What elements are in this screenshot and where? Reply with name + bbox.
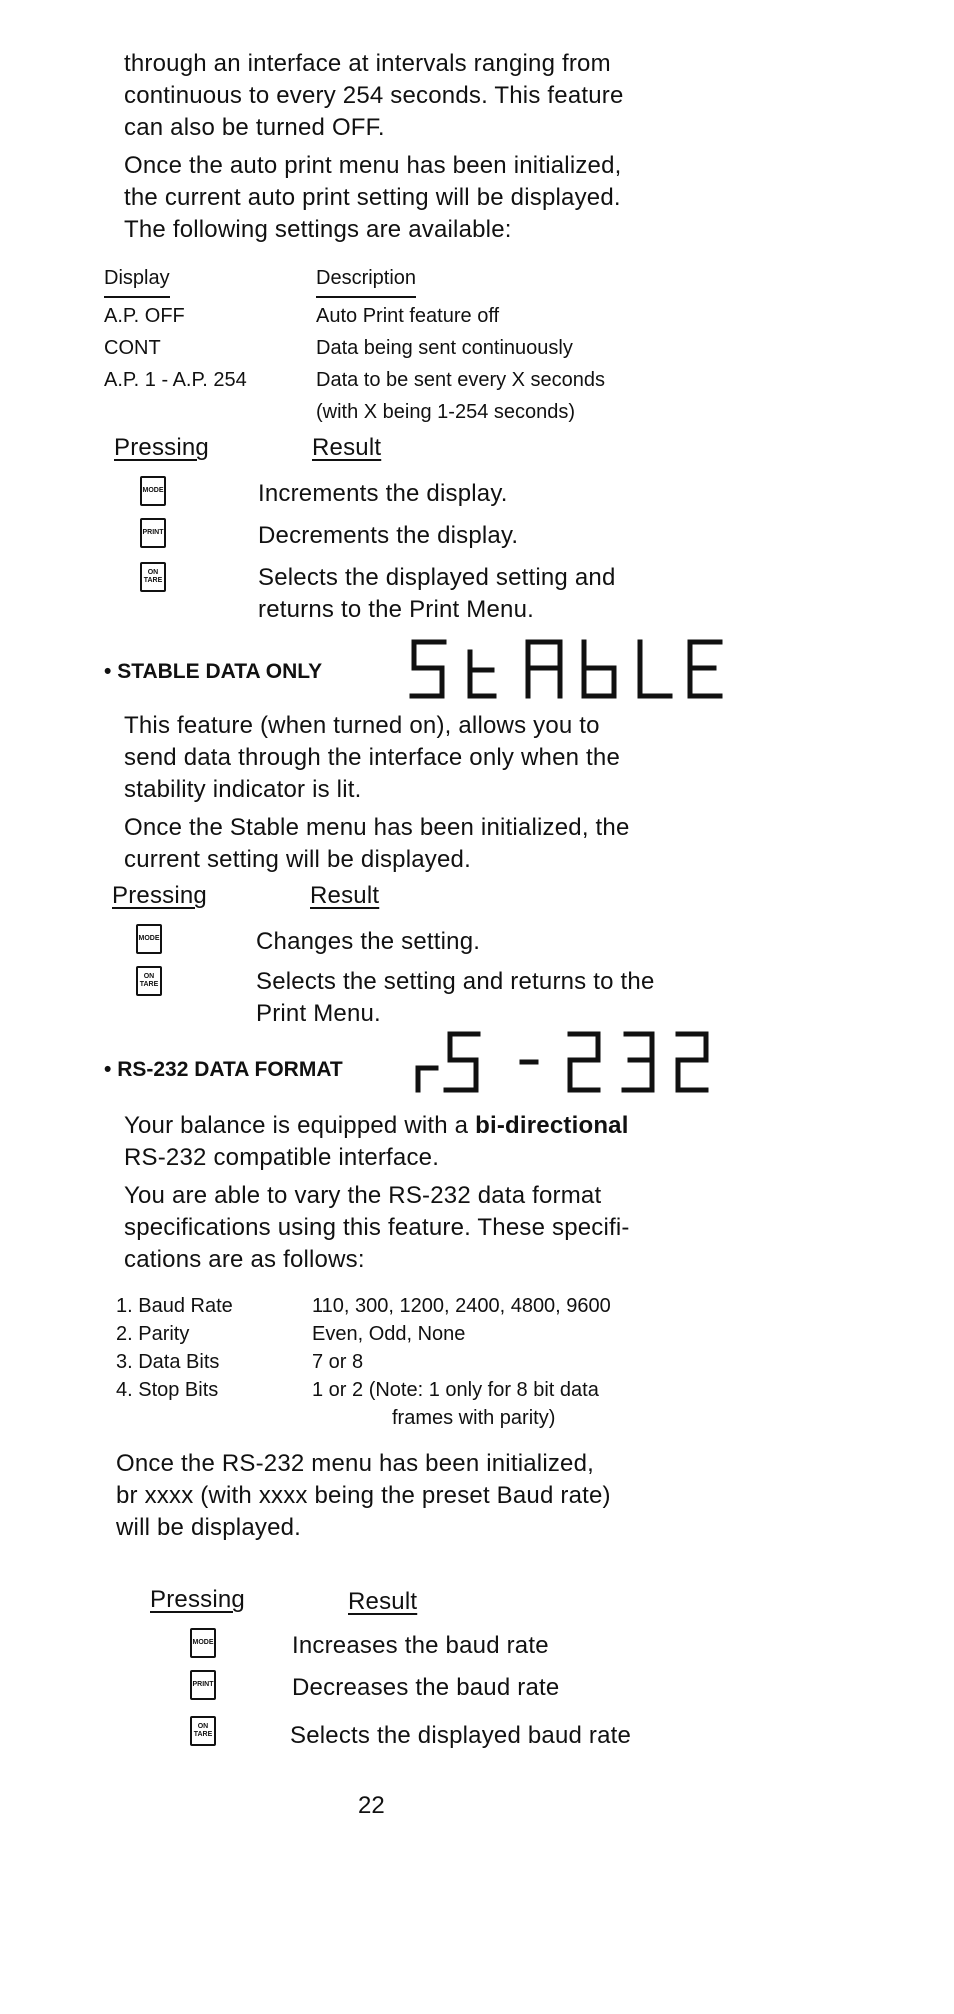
on-tare-key-icon: ON TARE: [136, 966, 162, 996]
result-text-multiline: [256, 966, 655, 1030]
text-line: Once the Stable menu has been initialized, the: [124, 814, 630, 841]
bullet: •: [104, 660, 112, 683]
pressing-header: [112, 880, 207, 912]
seven-segment-stable-display: [408, 638, 728, 702]
spec-name: 3. Data Bits: [116, 1351, 220, 1373]
bold-term: bi-directional: [475, 1112, 629, 1139]
intro-paragraph-1: [124, 48, 624, 144]
list-item: [116, 1318, 716, 1346]
table-cell-description: Auto Print feature off: [316, 305, 500, 327]
result-text: Increases the baud rate: [292, 1632, 549, 1659]
table-cell-description: Data to be sent every X seconds: [316, 369, 606, 391]
text-line: will be displayed.: [116, 1514, 302, 1541]
list-item: [116, 1290, 716, 1318]
list-item: [116, 1346, 716, 1374]
result-text: Selects the displayed baud rate: [290, 1722, 632, 1749]
result-header: [348, 1586, 417, 1618]
table-cell-display: A.P. OFF: [104, 305, 185, 327]
text-line: Print Menu.: [256, 1000, 381, 1027]
mode-key-icon: MODE: [190, 1628, 216, 1658]
table-cell-description: Data being sent continuously: [316, 337, 573, 359]
rs232-paragraph-3: [116, 1448, 611, 1544]
heading-text: RS-232 DATA FORMAT: [117, 1058, 343, 1081]
table-cell-display: A.P. 1 - A.P. 254: [104, 369, 247, 391]
result-text: Changes the setting.: [256, 928, 481, 955]
rs232-paragraph-1: [124, 1110, 629, 1174]
text-line: You are able to vary the RS-232 data format: [124, 1182, 602, 1209]
text-line: can also be turned OFF.: [124, 114, 385, 141]
seven-segment-rs232-display: [412, 1030, 732, 1096]
result-header: [312, 432, 381, 464]
mode-key-icon: MODE: [136, 924, 162, 954]
page-number: 22: [358, 1792, 385, 1819]
result-label: Result: [310, 882, 380, 909]
text-line: Selects the displayed setting and: [258, 564, 616, 591]
list-item: [116, 1402, 716, 1430]
text-line: RS-232 compatible interface.: [124, 1144, 440, 1171]
pressing-label: Pressing: [112, 882, 207, 909]
section-heading-stable: [104, 660, 322, 684]
result-label: Result: [348, 1588, 418, 1615]
table-cell-display: CONT: [104, 337, 161, 359]
text-line: current setting will be displayed.: [124, 846, 471, 873]
result-text: Decrements the display.: [258, 522, 519, 549]
text-line: cations are as follows:: [124, 1246, 365, 1273]
text-line: Selects the setting and returns to the: [256, 968, 655, 995]
intro-paragraph-2: [124, 150, 622, 246]
print-key-icon: PRINT: [140, 518, 166, 548]
pressing-header: [114, 432, 209, 464]
text-line: Your balance is equipped with a bi-directional: [124, 1112, 629, 1139]
rs232-spec-list: [116, 1290, 716, 1430]
spec-name: 1. Baud Rate: [116, 1295, 233, 1317]
stable-paragraph-1: [124, 710, 620, 806]
text-line: Once the auto print menu has been initialized,: [124, 152, 622, 179]
spec-name: 2. Parity: [116, 1323, 190, 1345]
spec-value: Even, Odd, None: [312, 1323, 466, 1345]
result-text-multiline: [258, 562, 616, 626]
spec-value: frames with parity): [392, 1407, 556, 1429]
bullet: •: [104, 1058, 112, 1081]
table-row: [104, 396, 724, 428]
print-key-icon: PRINT: [190, 1670, 216, 1700]
table-row: [104, 364, 724, 396]
rs232-paragraph-2: [124, 1180, 630, 1276]
text-line: through an interface at intervals ranging from: [124, 50, 611, 77]
on-tare-key-icon: ON TARE: [140, 562, 166, 592]
text-line: br xxxx (with xxxx being the preset Baud rate): [116, 1482, 611, 1509]
table-cell-description: (with X being 1-254 seconds): [316, 401, 576, 423]
text-line: Once the RS-232 menu has been initialized,: [116, 1450, 595, 1477]
pressing-header: [150, 1584, 245, 1616]
text-line: This feature (when turned on), allows you to: [124, 712, 600, 739]
text-line: the current auto print setting will be displayed.: [124, 184, 621, 211]
spec-value: 7 or 8: [312, 1351, 364, 1373]
text-line: continuous to every 254 seconds. This feature: [124, 82, 624, 109]
spec-value: 110, 300, 1200, 2400, 4800, 9600: [312, 1295, 611, 1317]
text-line: specifications using this feature. These specifi-: [124, 1214, 630, 1241]
text-line: returns to the Print Menu.: [258, 596, 534, 623]
text-line: send data through the interface only when the: [124, 744, 621, 771]
result-text: Increments the display.: [258, 480, 508, 507]
pressing-label: Pressing: [150, 1586, 245, 1613]
result-text: Decreases the baud rate: [292, 1674, 560, 1701]
text-line: stability indicator is lit.: [124, 776, 362, 803]
result-header: [310, 880, 379, 912]
table-row: [104, 300, 724, 332]
result-label: Result: [312, 434, 382, 461]
column-header-display: Display: [104, 262, 170, 298]
text-line: The following settings are available:: [124, 216, 512, 243]
spec-value: 1 or 2 (Note: 1 only for 8 bit data: [312, 1379, 599, 1401]
on-tare-key-icon: ON TARE: [190, 1716, 216, 1746]
column-header-description: Description: [316, 262, 416, 298]
stable-paragraph-2: [124, 812, 630, 876]
spec-name: 4. Stop Bits: [116, 1379, 219, 1401]
mode-key-icon: MODE: [140, 476, 166, 506]
table-row: [104, 332, 724, 364]
heading-text: STABLE DATA ONLY: [117, 660, 323, 683]
section-heading-rs232: [104, 1058, 343, 1082]
pressing-label: Pressing: [114, 434, 209, 461]
list-item: [116, 1374, 716, 1402]
